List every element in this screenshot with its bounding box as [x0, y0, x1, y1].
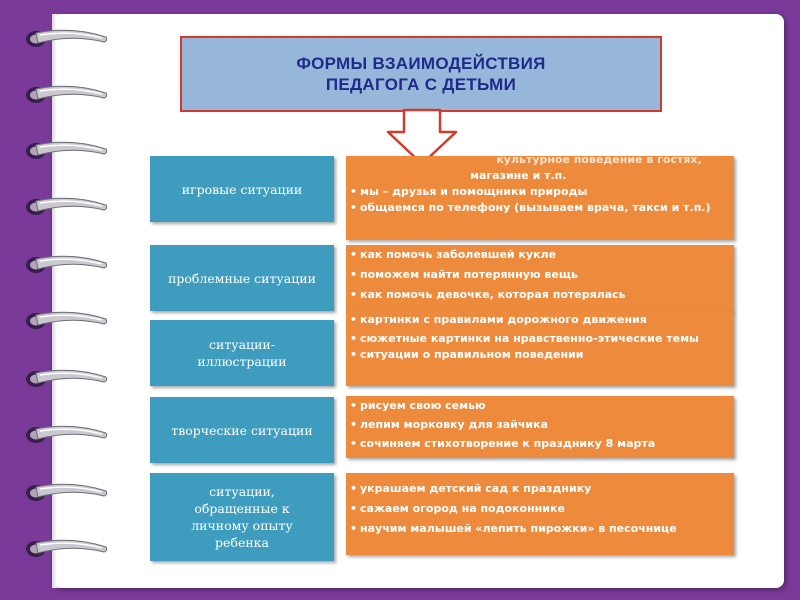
example-item: [350, 417, 728, 433]
bullet-icon: •: [350, 288, 358, 301]
bullet-icon: •: [350, 418, 358, 431]
examples-box: [346, 156, 734, 240]
category-box: [150, 320, 334, 386]
category-label: ситуации, обращенные к личному опыту ребенка: [191, 484, 293, 550]
example-item: [350, 247, 728, 263]
title-line-1: ФОРМЫ ВЗАИМОДЕЙСТВИЯ: [296, 54, 546, 73]
bullet-icon: •: [350, 502, 358, 515]
binder-ring-icon: [22, 310, 108, 332]
example-item: [350, 331, 728, 347]
example-text: поможем найти потерянную вещь: [360, 268, 578, 281]
example-item: [350, 267, 728, 283]
category-box: [150, 473, 334, 561]
example-item: [350, 347, 728, 363]
example-text: как помочь девочке, которая потерялась: [360, 288, 626, 301]
bullet-icon: •: [350, 313, 358, 326]
example-text: как помочь заболевшей кукле: [360, 248, 557, 261]
category-label: ситуации-иллюстрации: [197, 337, 287, 369]
binder-ring-icon: [22, 28, 108, 50]
example-text: общаемся по телефону (вызываем врача, такси и т.п.): [360, 201, 711, 214]
binder-ring-icon: [22, 140, 108, 162]
examples-box: [346, 310, 734, 386]
binder-ring-icon: [22, 196, 108, 218]
title-line-2: ПЕДАГОГА С ДЕТЬМИ: [325, 75, 517, 94]
bullet-icon: •: [350, 185, 358, 198]
bullet-icon: •: [350, 268, 358, 281]
category-box: [150, 156, 334, 222]
example-item: [350, 398, 728, 414]
category-box: [150, 397, 334, 463]
example-item-partial: культурное поведение в гостях,: [496, 156, 702, 166]
binder-ring-icon: [22, 254, 108, 276]
example-text: сажаем огород на подоконнике: [360, 502, 565, 515]
bullet-icon: •: [350, 482, 358, 495]
examples-box: [346, 396, 734, 458]
example-item: [350, 436, 728, 452]
diagram-title-box: [180, 36, 662, 112]
example-text: сюжетные картинки на нравственно-этические темы: [360, 332, 700, 345]
bullet-icon: •: [350, 399, 358, 412]
example-text: сочиняем стихотворение к празднику 8 марта: [360, 437, 656, 450]
binder-ring-icon: [22, 482, 108, 504]
binder-ring-icon: [22, 538, 108, 560]
examples-box: [346, 473, 734, 555]
bullet-icon: •: [350, 522, 358, 535]
example-item: [350, 200, 728, 216]
category-label: проблемные ситуации: [168, 270, 316, 286]
bullet-icon: •: [350, 437, 358, 450]
example-text: научим малышей «лепить пирожки» в песочнице: [360, 522, 677, 535]
example-item: [350, 312, 728, 328]
bullet-icon: •: [350, 248, 358, 261]
example-item: [350, 184, 728, 200]
example-item: [350, 501, 728, 517]
example-text: мы – друзья и помощники природы: [360, 185, 588, 198]
binder-ring-icon: [22, 424, 108, 446]
category-box: [150, 245, 334, 311]
example-item: [350, 168, 728, 184]
bullet-icon: •: [350, 348, 358, 361]
example-text: магазине и т.п.: [470, 169, 567, 182]
example-text: ситуации о правильном поведении: [360, 348, 584, 361]
example-text: лепим морковку для зайчика: [360, 418, 549, 431]
examples-box: [346, 245, 734, 311]
example-text: украшаем детский сад к празднику: [360, 482, 592, 495]
binder-ring-icon: [22, 368, 108, 390]
example-text: картинки с правилами дорожного движения: [360, 313, 647, 326]
example-item: [350, 481, 728, 497]
example-text: рисуем свою семью: [360, 399, 486, 412]
binder-ring-icon: [22, 84, 108, 106]
example-item: [350, 287, 728, 303]
bullet-icon: •: [350, 201, 358, 214]
category-label: творческие ситуации: [171, 422, 313, 438]
example-item: [350, 521, 728, 537]
category-label: игровые ситуации: [181, 181, 303, 197]
bullet-icon: •: [350, 332, 358, 345]
